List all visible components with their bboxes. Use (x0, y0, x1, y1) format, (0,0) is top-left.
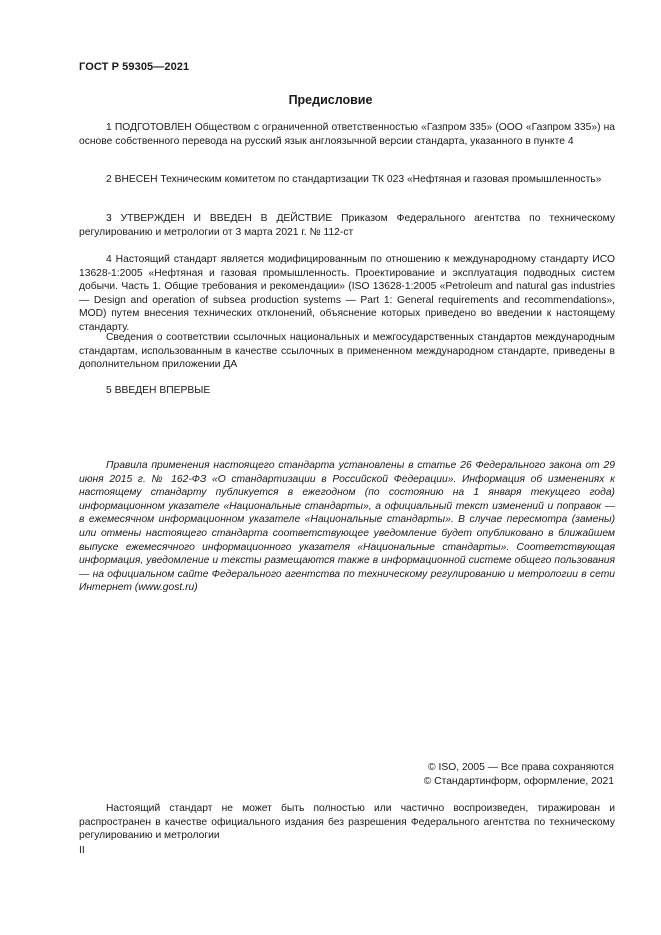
section-prepared-by (79, 121, 615, 148)
section-text: 5 ВВЕДЕН ВПЕРВЫЕ (106, 385, 211, 396)
copyright-standartinform: © Стандартинформ, оформление, 2021 (423, 775, 614, 787)
section-text: 3 УТВЕРЖДЕН И ВВЕДЕН В ДЕЙСТВИЕ Приказом Федерального агентства по техническому регулированию и метрологии от 3 марта 2021 г. № 112-ст (79, 213, 615, 238)
copyright-block (424, 761, 614, 788)
section-first-introduced (79, 384, 615, 398)
section-text: 4 Настоящий стандарт является модифицированным по отношению к международному стандарту ИСО 13628-1:2005 «Нефтяная и газовая промышленность. Проектирование и эксплуатация подводных систем добычи. Часть 1. Общие требования и рекомендации» (ISO 13628-1:2005 «Petroleum and natural gas industries — Design and operation of subsea production systems — Part 1: General requirements and recommendations», MOD) путем внесения технических отклонений, объяснение которых приведено во введении к настоящему стандарту. (79, 254, 615, 333)
page-number: II (79, 845, 85, 856)
page-title: Предисловие (288, 93, 373, 107)
notice-text: Правила применения настоящего стандарта установлены в статье 26 Федерального закона от 29 июня 2015 г. № 162-ФЗ «О стандартизации в Российской Федерации». Информация об изменениях к настоящему стандарту публикуется в ежегодном (по состоянию на 1 января текущего года) информационном указателе «Национальные стандарты», а официальный текст изменений и поправок — в ежемесячном информационном указателе «Национальные стандарты». В случае пересмотра (замены) или отмены настоящего стандарта соответствующее уведомление будет опубликовано в ближайшем выпуске ежемесячного информационного указателя «Национальные стандарты». Соответствующая информация, уведомление и тексты размещаются также в информационной системе общего пользования — на официальном сайте Федерального агентства по техническому регулированию и метрологии в сети Интернет (www.gost.ru) (79, 460, 615, 594)
section-modification (79, 253, 615, 335)
standard-code: ГОСТ Р 59305—2021 (79, 61, 190, 73)
copyright-iso: © ISO, 2005 — Все права сохраняются (428, 762, 614, 773)
application-rules-notice (79, 459, 615, 595)
section-introduced-by (79, 173, 615, 187)
reproduction-notice (79, 802, 615, 843)
section-approved (79, 212, 615, 239)
reproduction-text: Настоящий стандарт не может быть полностью или частично воспроизведен, тиражирован и распространен в качестве официального издания без разрешения Федерального агентства по техническому регулированию и метрологии (79, 803, 615, 842)
section-text: 2 ВНЕСЕН Техническим комитетом по стандартизации ТК 023 «Нефтяная и газовая промышленность» (106, 174, 602, 185)
section-text: Сведения о соответствии ссылочных национальных и межгосударственных стандартов международным стандартам, использованным в качестве ссылочных в примененном международном стандарте, приведены в дополнительном приложении ДА (79, 332, 615, 371)
section-reference-info (79, 331, 615, 372)
section-text: 1 ПОДГОТОВЛЕН Обществом с ограниченной ответственностью «Газпром 335» (ООО «Газпром 335») на основе собственного перевода на русский язык англоязычной версии стандарта, указанного в пункте 4 (79, 122, 615, 147)
